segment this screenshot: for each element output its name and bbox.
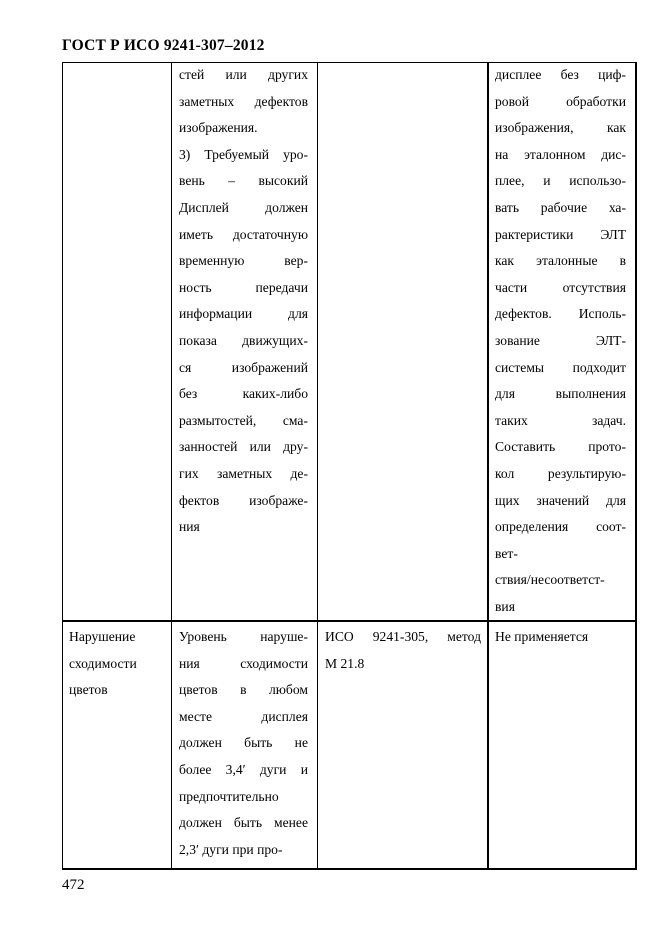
text-line: информации для [179, 306, 308, 322]
table-border-left [62, 62, 63, 870]
row2-col4-text [495, 624, 626, 651]
text-line: ния [179, 519, 200, 535]
text-line: плее, и использо- [495, 173, 626, 189]
text-line: М 21.8 [325, 655, 365, 671]
text-line: занностей или дру- [179, 439, 308, 455]
row2-col2-text [179, 624, 308, 863]
text-line: дефектов. Исполь- [495, 306, 626, 322]
column-divider-1 [171, 62, 172, 870]
column-divider-3 [487, 62, 489, 870]
text-line: Составить прото- [495, 439, 626, 455]
text-line: вать рабочие ха- [495, 199, 626, 215]
text-line: Не применяется [495, 629, 589, 644]
column-divider-2 [317, 62, 318, 870]
requirements-table [62, 62, 638, 870]
text-line: для выполнения [495, 386, 626, 402]
text-line: ность передачи [179, 279, 308, 295]
text-line: Уровень наруше- [179, 629, 308, 644]
text-line: Дисплей должен [179, 199, 308, 215]
document-header: ГОСТ Р ИСО 9241-307–2012 [62, 37, 265, 54]
text-line: без каких-либо [179, 386, 308, 402]
row1-col2-text [179, 62, 308, 541]
text-line: системы подходит [495, 359, 626, 375]
text-line: определения соот- [495, 519, 626, 535]
text-line: ся изображений [179, 359, 308, 375]
text-line: вия [495, 598, 515, 614]
text-line: цветов в любом [179, 682, 308, 698]
text-line: заметных дефектов [179, 93, 308, 109]
text-line: части отсутствия [495, 279, 626, 295]
text-line: ИСО 9241-305, метод [325, 629, 481, 644]
text-line: кол результирую- [495, 465, 626, 481]
text-line: таких задач. [495, 412, 626, 428]
text-line: изображения, как [495, 120, 626, 136]
text-line: как эталонные в [495, 253, 626, 269]
text-line: стей или других [179, 67, 308, 82]
row2-col1-text [69, 624, 165, 704]
text-line: на эталонном дис- [495, 146, 626, 162]
text-line: изображения. [179, 120, 258, 136]
text-line: ствия/несоответст- [495, 572, 605, 588]
text-line: гих заметных де- [179, 465, 308, 481]
text-line: размытостей, сма- [179, 412, 308, 428]
text-line: зование ЭЛТ- [495, 332, 626, 348]
text-line: более 3,4′ дуги и [179, 761, 308, 777]
table-border-bottom [62, 868, 637, 870]
text-line: 2,3′ дуги при про- [179, 841, 283, 857]
text-line: щих значений для [495, 492, 626, 508]
text-line: ровой обработки [495, 93, 626, 109]
text-line: вет- [495, 545, 518, 561]
text-line: ния сходимости [179, 655, 308, 671]
page-number: 472 [62, 877, 85, 893]
text-line: Нарушение [69, 629, 136, 644]
text-line: 3) Требуемый уро- [179, 146, 308, 162]
text-line: временную вер- [179, 253, 308, 269]
table-border-right [635, 62, 637, 870]
text-line: иметь достаточную [179, 226, 308, 242]
text-line: рактеристики ЭЛТ [495, 226, 626, 242]
text-line: дисплее без циф- [495, 67, 626, 82]
text-line: показа движущих- [179, 332, 308, 348]
text-line: фектов изображе- [179, 492, 308, 508]
row2-col3-text [325, 624, 481, 677]
text-line: вень – высокий [179, 173, 308, 189]
text-line: предпочтительно [179, 788, 279, 804]
text-line: должен быть не [179, 735, 308, 751]
text-line: должен быть менее [179, 815, 308, 831]
text-line: цветов [69, 682, 108, 698]
text-line: сходимости [69, 655, 137, 671]
row1-col4-text [495, 62, 626, 620]
text-line: месте дисплея [179, 708, 308, 724]
